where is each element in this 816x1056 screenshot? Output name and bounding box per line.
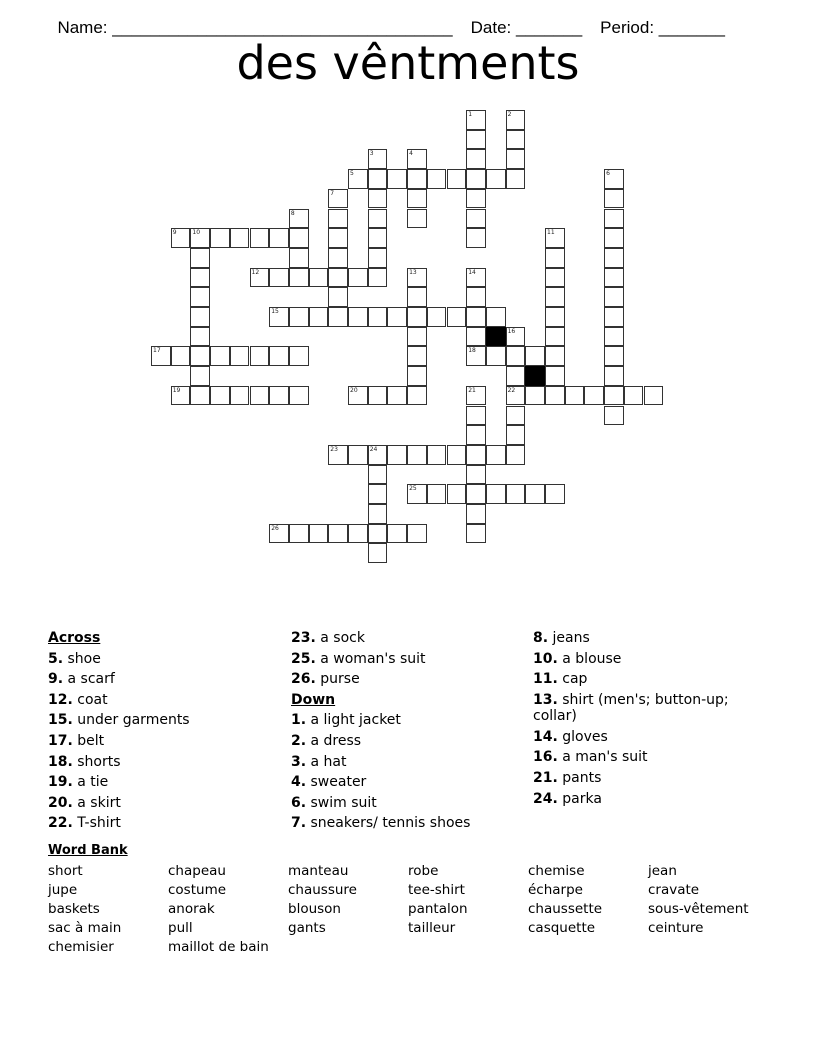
grid-cell[interactable] bbox=[190, 386, 210, 406]
grid-cell[interactable] bbox=[328, 268, 348, 288]
word-bank-item: chapeau bbox=[168, 863, 226, 879]
grid-cell[interactable] bbox=[210, 386, 230, 406]
grid-cell[interactable] bbox=[289, 524, 309, 544]
grid-cell[interactable] bbox=[368, 386, 388, 406]
grid-cell[interactable] bbox=[604, 268, 624, 288]
name-field[interactable]: Name: ____________________________________ bbox=[57, 18, 453, 37]
word-bank-item: casquette bbox=[528, 920, 596, 936]
date-field[interactable]: Date: _______ bbox=[470, 18, 583, 37]
grid-cell[interactable] bbox=[506, 445, 526, 465]
grid-cell[interactable] bbox=[190, 268, 210, 288]
grid-cell[interactable] bbox=[466, 504, 486, 524]
grid-cell[interactable] bbox=[545, 386, 565, 406]
clue-number: 22 bbox=[507, 386, 516, 394]
grid-cell[interactable] bbox=[407, 484, 427, 504]
grid-cell[interactable] bbox=[466, 149, 486, 169]
grid-cell[interactable] bbox=[466, 346, 486, 366]
grid-cell[interactable] bbox=[466, 386, 486, 406]
grid-cell[interactable] bbox=[309, 524, 329, 544]
grid-cell[interactable] bbox=[506, 149, 526, 169]
grid-cell[interactable] bbox=[269, 524, 289, 544]
grid-cell[interactable] bbox=[250, 228, 270, 248]
grid-cell[interactable] bbox=[466, 327, 486, 347]
grid-cell[interactable] bbox=[604, 307, 624, 327]
grid-cell[interactable] bbox=[171, 228, 191, 248]
grid-cell[interactable] bbox=[604, 209, 624, 229]
grid-cell[interactable] bbox=[427, 169, 447, 189]
grid-cell[interactable] bbox=[368, 307, 388, 327]
grid-cell[interactable] bbox=[171, 346, 191, 366]
grid-cell[interactable] bbox=[269, 307, 289, 327]
clue-number: 12 bbox=[251, 268, 260, 276]
grid-cell[interactable] bbox=[545, 307, 565, 327]
clue-number: 3 bbox=[369, 150, 374, 158]
grid-cell[interactable] bbox=[407, 346, 427, 366]
grid-cell[interactable] bbox=[466, 130, 486, 150]
clue-number: 26 bbox=[271, 524, 279, 532]
grid-cell[interactable] bbox=[387, 169, 407, 189]
grid-cell[interactable] bbox=[250, 346, 270, 366]
grid-cell[interactable] bbox=[289, 209, 309, 229]
clue-number: 15 bbox=[271, 308, 279, 315]
grid-cell[interactable] bbox=[269, 346, 289, 366]
grid-cell[interactable] bbox=[565, 386, 585, 406]
word-bank-item: short bbox=[48, 863, 83, 879]
grid-cell[interactable] bbox=[407, 149, 427, 169]
clue-number: 23 bbox=[330, 445, 338, 453]
grid-cell[interactable] bbox=[466, 268, 486, 288]
clue-down-24: 24. parka bbox=[533, 790, 602, 807]
clue-number: 13 bbox=[409, 268, 417, 276]
grid-cell[interactable] bbox=[486, 169, 506, 189]
clue-across-20: 20. a skirt bbox=[48, 794, 121, 811]
grid-cell[interactable] bbox=[604, 386, 624, 406]
grid-cell[interactable] bbox=[190, 307, 210, 327]
word-bank-item: pull bbox=[168, 920, 193, 936]
grid-cell[interactable] bbox=[407, 189, 427, 209]
word-bank-item: écharpe bbox=[528, 882, 583, 898]
grid-cell[interactable] bbox=[250, 268, 270, 288]
grid-cell[interactable] bbox=[348, 524, 368, 544]
grid-cell[interactable] bbox=[486, 484, 506, 504]
grid-cell[interactable] bbox=[407, 366, 427, 386]
grid-cell[interactable] bbox=[407, 327, 427, 347]
grid-cell[interactable] bbox=[368, 504, 388, 524]
grid-cell[interactable] bbox=[407, 445, 427, 465]
grid-cell[interactable] bbox=[644, 386, 664, 406]
clue-down-7: 7. sneakers/ tennis shoes bbox=[291, 815, 471, 832]
grid-cell[interactable] bbox=[545, 346, 565, 366]
grid-cell[interactable] bbox=[447, 484, 467, 504]
across-heading: Across bbox=[48, 630, 101, 646]
grid-cell[interactable] bbox=[427, 484, 447, 504]
clue-number: 18 bbox=[468, 347, 476, 355]
clue-number: 8 bbox=[290, 209, 295, 217]
grid-cell[interactable] bbox=[545, 268, 565, 288]
grid-cell[interactable] bbox=[466, 228, 486, 248]
grid-cell[interactable] bbox=[210, 346, 230, 366]
word-bank-item: chemisier bbox=[48, 939, 114, 955]
grid-cell[interactable] bbox=[250, 386, 270, 406]
grid-cell[interactable] bbox=[190, 327, 210, 347]
grid-cell[interactable] bbox=[545, 484, 565, 504]
grid-cell[interactable] bbox=[447, 169, 467, 189]
grid-cell[interactable] bbox=[289, 386, 309, 406]
clues-column-3 bbox=[533, 628, 763, 809]
grid-cell[interactable] bbox=[447, 307, 467, 327]
grid-cell[interactable] bbox=[624, 386, 644, 406]
grid-cell[interactable] bbox=[269, 268, 289, 288]
grid-cell[interactable] bbox=[604, 346, 624, 366]
word-bank-item: maillot de bain bbox=[168, 939, 269, 955]
clue-down-14: 14. gloves bbox=[533, 728, 608, 745]
grid-cell[interactable] bbox=[466, 484, 486, 504]
word-bank-item: jupe bbox=[48, 882, 78, 898]
grid-cell[interactable] bbox=[368, 248, 388, 268]
clue-number: 4 bbox=[409, 150, 413, 158]
grid-cell[interactable] bbox=[368, 543, 388, 563]
grid-cell[interactable] bbox=[407, 524, 427, 544]
grid-cell[interactable] bbox=[328, 209, 348, 229]
clue-across-26: 26. purse bbox=[291, 671, 360, 688]
grid-cell[interactable] bbox=[269, 386, 289, 406]
word-bank-item: blouson bbox=[288, 901, 341, 917]
clue-number: 25 bbox=[409, 485, 417, 493]
grid-cell[interactable] bbox=[230, 386, 250, 406]
grid-cell[interactable] bbox=[486, 307, 506, 327]
grid-cell[interactable] bbox=[604, 406, 624, 426]
grid-cell[interactable] bbox=[190, 228, 210, 248]
grid-cell[interactable] bbox=[466, 189, 486, 209]
grid-cell[interactable] bbox=[506, 130, 526, 150]
grid-cell[interactable] bbox=[368, 149, 388, 169]
grid-cell[interactable] bbox=[151, 346, 171, 366]
clue-number: 24 bbox=[369, 445, 378, 453]
grid-cell[interactable] bbox=[368, 484, 388, 504]
clue-across-5: 5. shoe bbox=[48, 650, 101, 667]
clue-across-18: 18. shorts bbox=[48, 753, 121, 770]
clue-down-4: 4. sweater bbox=[291, 774, 367, 791]
clues-column-2 bbox=[291, 628, 531, 834]
clue-across-23: 23. a sock bbox=[291, 630, 365, 646]
clue-across-15: 15. under garments bbox=[48, 712, 190, 729]
word-bank-item: chaussette bbox=[528, 901, 603, 917]
clue-down-1: 1. a light jacket bbox=[291, 712, 401, 729]
grid-cell[interactable] bbox=[466, 169, 486, 189]
grid-cell[interactable] bbox=[171, 386, 191, 406]
grid-cell[interactable] bbox=[506, 110, 526, 130]
grid-cell[interactable] bbox=[368, 209, 388, 229]
grid-cell[interactable] bbox=[486, 445, 506, 465]
clue-number: 11 bbox=[547, 229, 555, 237]
grid-cell[interactable] bbox=[407, 268, 427, 288]
word-bank-item: gants bbox=[288, 920, 326, 936]
clue-number: 6 bbox=[606, 170, 610, 178]
grid-cell[interactable] bbox=[407, 209, 427, 229]
grid-cell[interactable] bbox=[368, 189, 388, 209]
grid-cell[interactable] bbox=[289, 307, 309, 327]
grid-cell[interactable] bbox=[545, 248, 565, 268]
clue-down-8: 8. jeans bbox=[533, 630, 590, 646]
clue-number: 2 bbox=[507, 111, 512, 118]
grid-cell[interactable] bbox=[348, 386, 368, 406]
clue-across-12: 12. coat bbox=[48, 691, 108, 708]
grid-cell[interactable] bbox=[309, 307, 329, 327]
grid-cell[interactable] bbox=[604, 287, 624, 307]
grid-cell[interactable] bbox=[368, 268, 388, 288]
grid-cell[interactable] bbox=[407, 307, 427, 327]
grid-cell[interactable] bbox=[506, 406, 526, 426]
clues-column-1 bbox=[48, 628, 278, 834]
grid-cell[interactable] bbox=[368, 445, 388, 465]
clue-number: 9 bbox=[172, 229, 177, 237]
word-bank-item: cravate bbox=[648, 882, 700, 898]
clue-number: 16 bbox=[507, 327, 516, 335]
grid-cell[interactable] bbox=[466, 524, 486, 544]
clue-number: 19 bbox=[172, 386, 181, 394]
clue-across-22: 22. T-shirt bbox=[48, 815, 121, 832]
grid-cell[interactable] bbox=[506, 386, 526, 406]
black-cell bbox=[525, 366, 545, 386]
grid-cell[interactable] bbox=[604, 189, 624, 209]
grid-cell[interactable] bbox=[289, 268, 309, 288]
clue-number: 7 bbox=[330, 189, 335, 197]
grid-cell[interactable] bbox=[289, 346, 309, 366]
grid-cell[interactable] bbox=[407, 287, 427, 307]
grid-cell[interactable] bbox=[348, 268, 368, 288]
clue-down-3: 3. a hat bbox=[291, 753, 347, 770]
grid-cell[interactable] bbox=[269, 228, 289, 248]
word-bank-item: sac à main bbox=[48, 920, 122, 936]
clue-number: 21 bbox=[468, 386, 476, 394]
grid-cell[interactable] bbox=[466, 307, 486, 327]
word-bank-item: anorak bbox=[168, 901, 215, 917]
grid-cell[interactable] bbox=[584, 386, 604, 406]
grid-cell[interactable] bbox=[328, 445, 348, 465]
word-bank-item: manteau bbox=[288, 863, 349, 879]
grid-cell[interactable] bbox=[506, 327, 526, 347]
clue-down-2: 2. a dress bbox=[291, 732, 362, 749]
grid-cell[interactable] bbox=[348, 307, 368, 327]
down-heading: Down bbox=[291, 691, 336, 708]
grid-cell[interactable] bbox=[387, 524, 407, 544]
clue-down-10: 10. a blouse bbox=[533, 650, 622, 667]
grid-cell[interactable] bbox=[328, 248, 348, 268]
grid-cell[interactable] bbox=[328, 287, 348, 307]
clue-number: 20 bbox=[350, 386, 358, 394]
period-field[interactable]: Period: _______ bbox=[600, 18, 725, 37]
clue-number: 10 bbox=[192, 229, 201, 237]
grid-cell[interactable] bbox=[328, 189, 348, 209]
grid-cell[interactable] bbox=[466, 465, 486, 485]
word-bank-item: chemise bbox=[528, 863, 585, 879]
grid-cell[interactable] bbox=[368, 524, 388, 544]
grid-cell[interactable] bbox=[387, 386, 407, 406]
clue-number: 17 bbox=[153, 347, 161, 355]
black-cell bbox=[486, 327, 506, 347]
grid-cell[interactable] bbox=[466, 209, 486, 229]
grid-cell[interactable] bbox=[545, 327, 565, 347]
grid-cell[interactable] bbox=[604, 366, 624, 386]
grid-cell[interactable] bbox=[348, 445, 368, 465]
grid-cell[interactable] bbox=[387, 445, 407, 465]
grid-cell[interactable] bbox=[506, 425, 526, 445]
grid-cell[interactable] bbox=[368, 465, 388, 485]
word-bank-item: tee-shirt bbox=[408, 882, 465, 898]
grid-cell[interactable] bbox=[230, 346, 250, 366]
clue-across-25: 25. a woman's suit bbox=[291, 650, 426, 667]
word-bank-item: tailleur bbox=[408, 920, 456, 936]
grid-cell[interactable] bbox=[407, 169, 427, 189]
grid-cell[interactable] bbox=[190, 287, 210, 307]
grid-cell[interactable] bbox=[210, 228, 230, 248]
grid-cell[interactable] bbox=[604, 228, 624, 248]
grid-cell[interactable] bbox=[466, 445, 486, 465]
grid-cell[interactable] bbox=[506, 346, 526, 366]
word-bank-item: jean bbox=[648, 863, 677, 879]
grid-cell[interactable] bbox=[545, 366, 565, 386]
grid-cell[interactable] bbox=[506, 366, 526, 386]
grid-cell[interactable] bbox=[407, 386, 427, 406]
clue-number: 14 bbox=[468, 268, 476, 276]
word-bank-title: Word Bank bbox=[48, 843, 128, 858]
grid-cell[interactable] bbox=[545, 228, 565, 248]
grid-cell[interactable] bbox=[466, 287, 486, 307]
grid-cell[interactable] bbox=[309, 268, 329, 288]
grid-cell[interactable] bbox=[525, 346, 545, 366]
grid-cell[interactable] bbox=[190, 366, 210, 386]
grid-cell[interactable] bbox=[604, 327, 624, 347]
grid-cell[interactable] bbox=[525, 484, 545, 504]
word-bank-item: baskets bbox=[48, 901, 100, 917]
clue-across-17: 17. belt bbox=[48, 732, 105, 749]
grid-cell[interactable] bbox=[466, 425, 486, 445]
clue-down-13: 13. shirt (men's; button-up; collar) bbox=[533, 691, 729, 724]
word-bank-item: sous-vêtement bbox=[648, 901, 749, 917]
clue-down-16: 16. a man's suit bbox=[533, 749, 648, 766]
grid-cell[interactable] bbox=[447, 445, 467, 465]
grid-cell[interactable] bbox=[190, 248, 210, 268]
grid-cell[interactable] bbox=[348, 169, 368, 189]
grid-cell[interactable] bbox=[387, 307, 407, 327]
grid-cell[interactable] bbox=[368, 169, 388, 189]
grid-cell[interactable] bbox=[230, 228, 250, 248]
word-bank-item: costume bbox=[168, 882, 227, 898]
grid-cell[interactable] bbox=[427, 445, 447, 465]
clue-down-6: 6. swim suit bbox=[291, 794, 377, 811]
grid-cell[interactable] bbox=[604, 248, 624, 268]
grid-cell[interactable] bbox=[466, 406, 486, 426]
grid-cell[interactable] bbox=[506, 169, 526, 189]
grid-cell[interactable] bbox=[368, 228, 388, 248]
word-bank-item: robe bbox=[408, 863, 439, 879]
grid-cell[interactable] bbox=[506, 484, 526, 504]
clue-number: 1 bbox=[468, 111, 473, 118]
word-bank-item: pantalon bbox=[408, 901, 468, 917]
word-bank-item: ceinture bbox=[648, 920, 704, 936]
grid-cell[interactable] bbox=[604, 169, 624, 189]
clue-down-21: 21. pants bbox=[533, 769, 602, 786]
clue-number: 5 bbox=[350, 170, 354, 178]
grid-cell[interactable] bbox=[328, 228, 348, 248]
grid-cell[interactable] bbox=[486, 346, 506, 366]
grid-cell[interactable] bbox=[466, 110, 486, 130]
grid-cell[interactable] bbox=[525, 386, 545, 406]
grid-cell[interactable] bbox=[289, 248, 309, 268]
clue-across-19: 19. a tie bbox=[48, 774, 109, 791]
grid-cell[interactable] bbox=[190, 346, 210, 366]
grid-cell[interactable] bbox=[328, 307, 348, 327]
clue-down-11: 11. cap bbox=[533, 671, 588, 688]
grid-cell[interactable] bbox=[289, 228, 309, 248]
grid-cell[interactable] bbox=[427, 307, 447, 327]
clue-across-9: 9. a scarf bbox=[48, 671, 115, 688]
page-title: des vêntments bbox=[236, 36, 580, 90]
word-bank-item: chaussure bbox=[288, 882, 357, 898]
grid-cell[interactable] bbox=[328, 524, 348, 544]
grid-cell[interactable] bbox=[545, 287, 565, 307]
